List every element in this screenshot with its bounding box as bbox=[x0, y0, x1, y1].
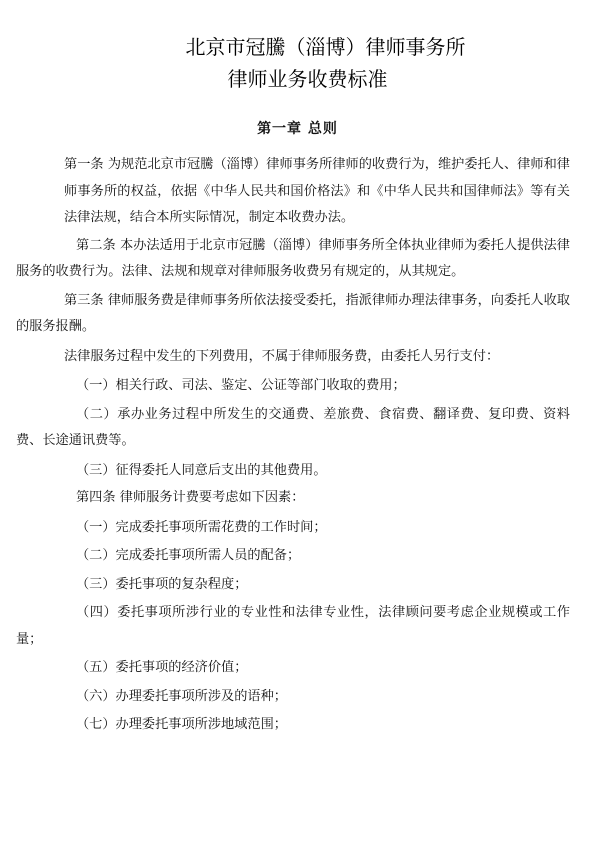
article-1: 第一条 为规范北京市冠騰（淄博）律师事务所律师的收费行为，维护委托人、律师和律师事务所的权益，依据《中华人民共和国价格法》和《中华人民共和国律师法》等有关法律法规，结合本所实际情况，制定本收费办法。 bbox=[64, 157, 570, 225]
article-2: 第二条 本办法适用于北京市冠騰（淄博）律师事务所全体执业律师为委托人提供法律服务的收费行为。法律、法规和规章对律师服务收费另有规定的，从其规定。 bbox=[16, 237, 570, 279]
article-4-item-4: （四）委托事项所涉行业的专业性和法律专业性，法律顾问要考虑企业规模或工作量； bbox=[16, 605, 570, 647]
article-4-item-7: （七）办理委托事项所涉地域范围； bbox=[76, 717, 287, 732]
article-3-item-1: （一）相关行政、司法、鉴定、公证等部门收取的费用； bbox=[76, 378, 406, 393]
article-4-item-3: （三）委托事项的复杂程度； bbox=[76, 576, 248, 592]
article-3-item-2: （二）承办业务过程中所发生的交通费、差旅费、食宿费、翻译费、复印费、资料费、长途通讯费等。 bbox=[16, 406, 570, 448]
article-4-item-5: （五）委托事项的经济价值； bbox=[76, 660, 248, 675]
article-3-extra-fees: 法律服务过程中发生的下列费用，不属于律师服务费，由委托人另行支付： bbox=[64, 348, 500, 364]
document-title-line2: 律师业务收费标准 bbox=[227, 67, 388, 91]
document-body bbox=[16, 152, 570, 739]
article-4-item-6: （六）办理委托事项所涉及的语种； bbox=[76, 688, 287, 704]
article-3: 第三条 律师服务费是律师事务所依法接受委托，指派律师办理法律事务，向委托人收取的服务报酬。 bbox=[16, 292, 570, 334]
article-4-item-1: （一）完成委托事项所需花费的工作时间； bbox=[76, 519, 327, 535]
document-title-line1: 北京市冠騰（淄博）律师事务所 bbox=[185, 35, 466, 59]
article-4-item-2: （二）完成委托事项所需人员的配备； bbox=[76, 548, 301, 563]
article-3-item-3: （三）征得委托人同意后支出的其他费用。 bbox=[76, 462, 327, 478]
chapter-heading: 第一章 总则 bbox=[257, 121, 338, 137]
article-4: 第四条 律师服务计费要考虑如下因素： bbox=[76, 490, 305, 505]
